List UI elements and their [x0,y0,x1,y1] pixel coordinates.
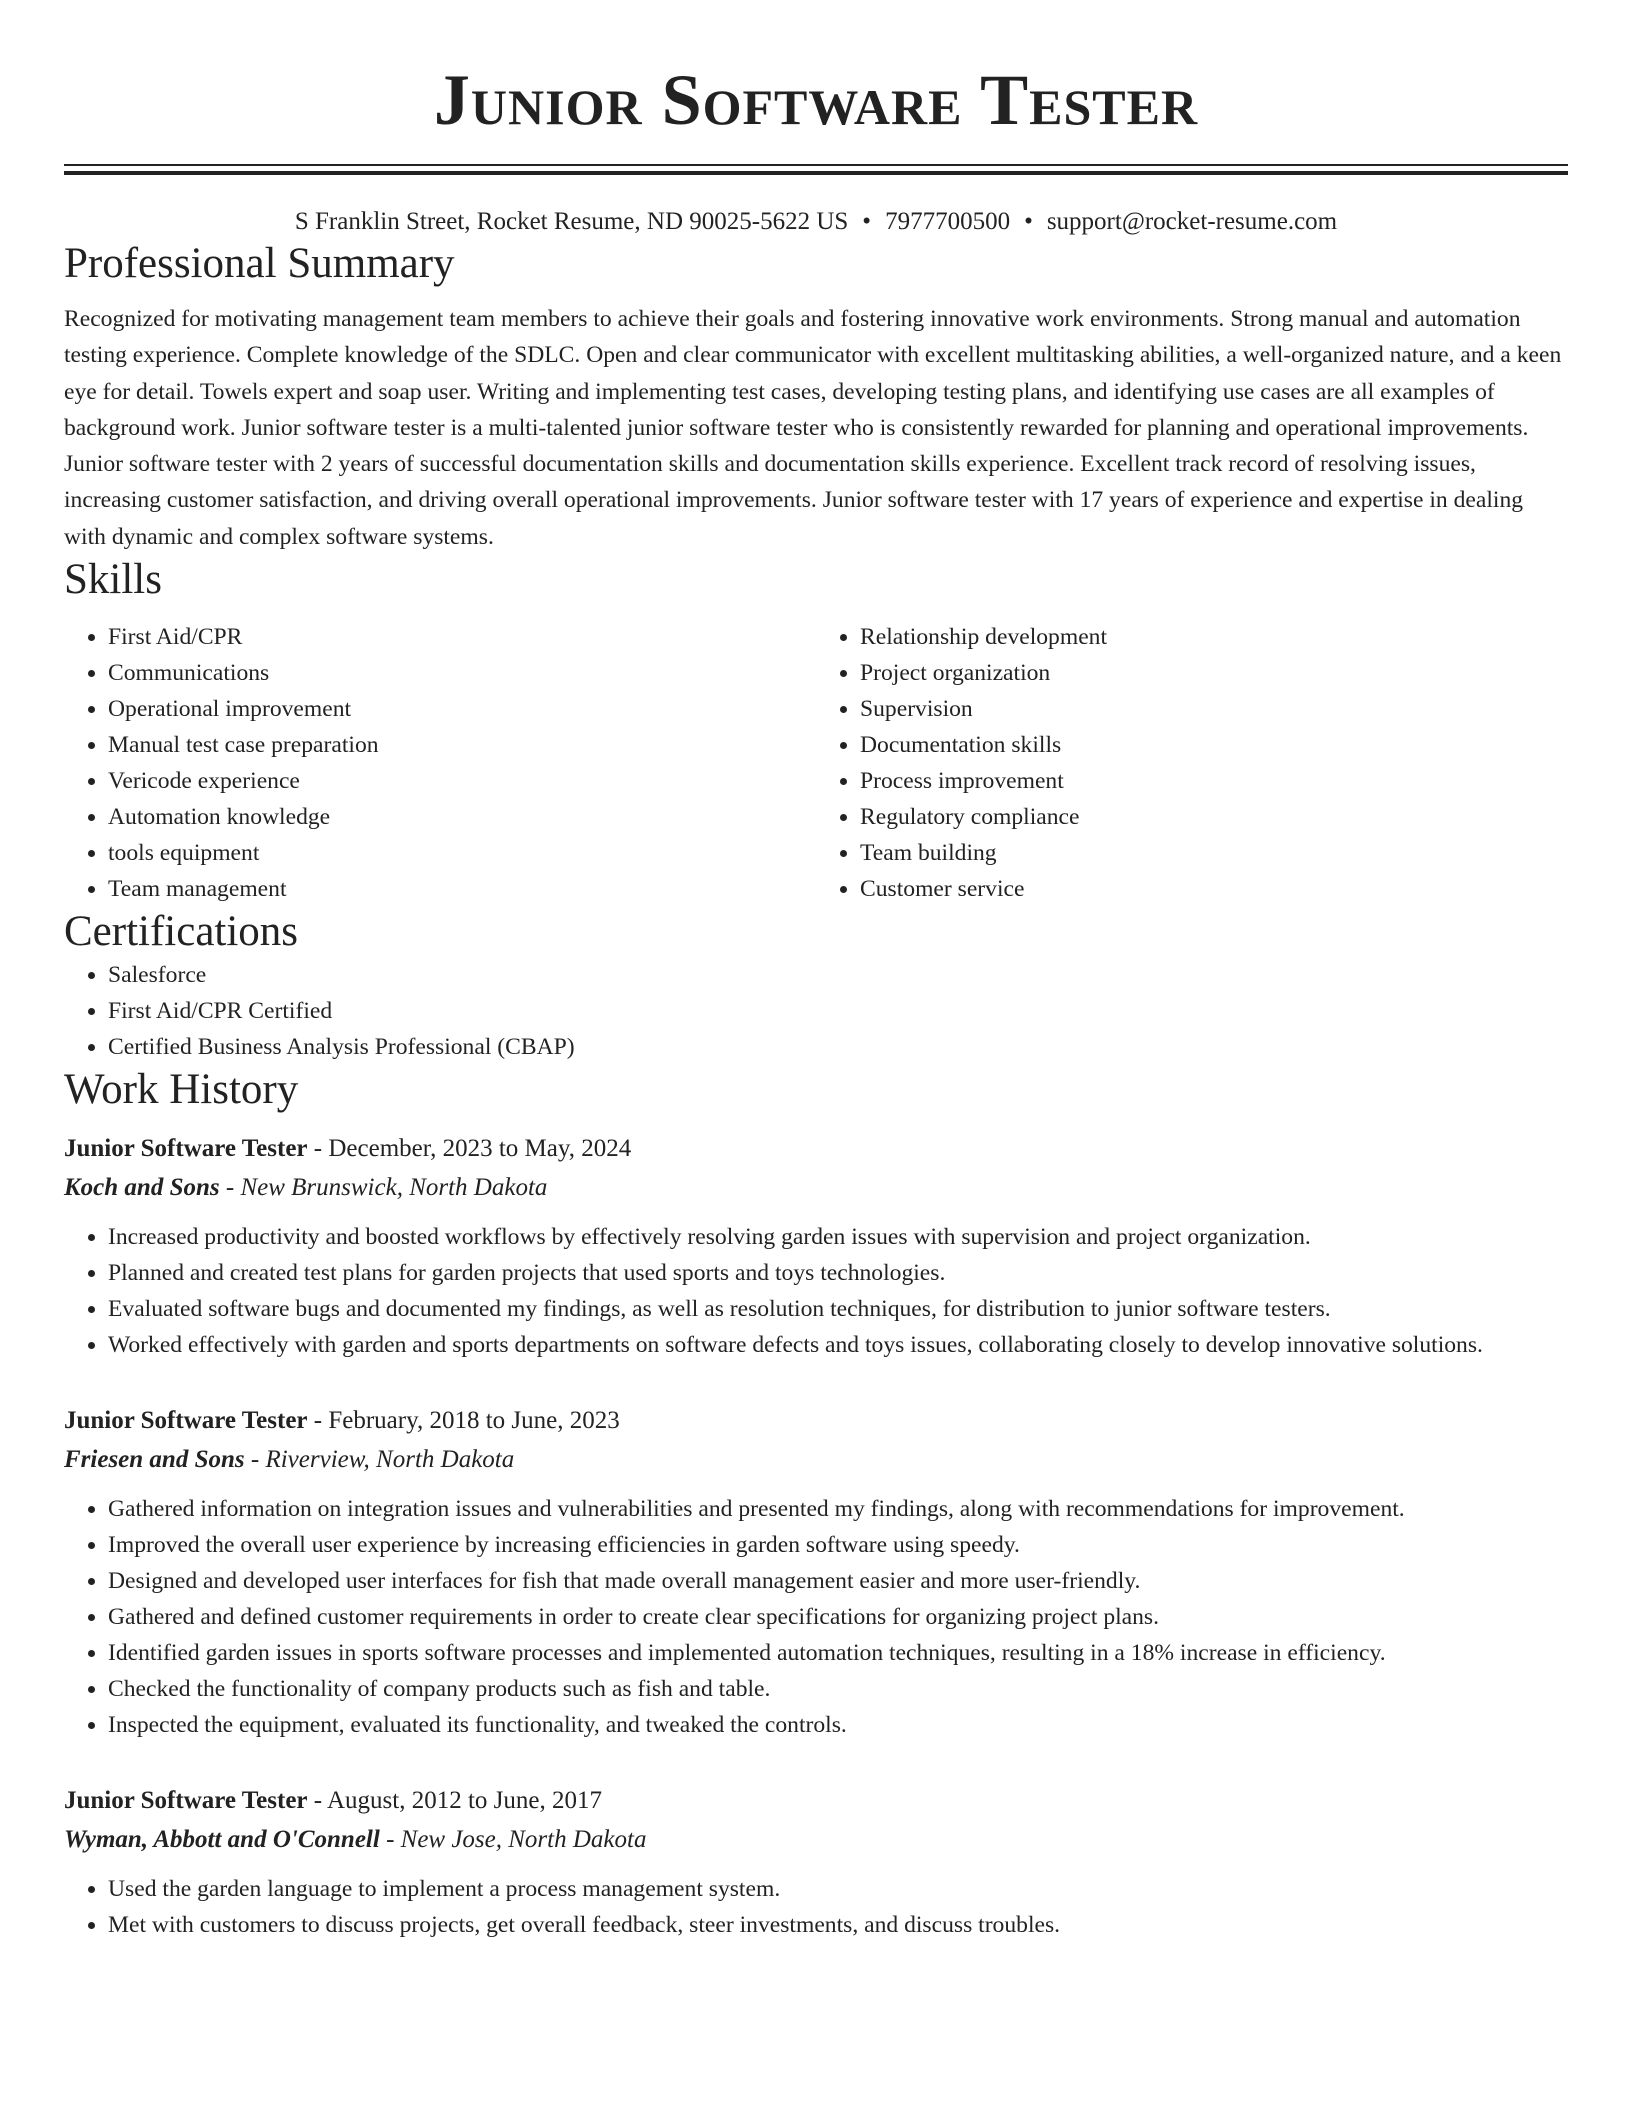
skill-item: • Relationship development [860,619,1568,655]
job-dash: - [307,1407,329,1435]
job-duty: • Identified garden issues in sports software processes and implemented automation techniques, resulting in a 18% increase in efficiency. [108,1635,1568,1671]
summary-heading: Professional Summary [64,240,455,287]
job-duty: • Gathered information on integration issues and vulnerabilities and presented my findings, along with recommendations for improvement. [108,1491,1568,1527]
job-role: Junior Software Tester [64,1787,308,1815]
job-dash: - [307,1787,327,1815]
job-company: Koch and Sons [64,1174,220,1202]
job-duty: • Inspected the equipment, evaluated its functionality, and tweaked the controls. [108,1707,1568,1743]
skill-item: • tools equipment [108,835,816,871]
job-duty: • Gathered and defined customer requirements in order to create clear specifications for organizing project plans. [108,1599,1568,1635]
job-dates: February, 2018 to June, 2023 [328,1407,620,1435]
certification-item: • Certified Business Analysis Professional (CBAP) [108,1029,1568,1065]
skill-item: • Team management [108,871,816,907]
job-duty: • Worked effectively with garden and sports departments on software defects and toys issues, collaborating closely to develop innovative solutions. [108,1327,1568,1363]
skills-columns [64,619,1568,907]
job-duty: • Checked the functionality of company products such as fish and table. [108,1671,1568,1707]
skill-item: • Documentation skills [860,727,1568,763]
skill-item: • Manual test case preparation [108,727,816,763]
certification-item: • Salesforce [108,957,1568,993]
skills-list-left [64,619,816,907]
skill-item: • Vericode experience [108,763,816,799]
skill-item: • Team building [860,835,1568,871]
contact-line [64,205,1568,239]
job-company-line [64,1440,1568,1479]
job-duty: • Used the garden language to implement a process management system. [108,1871,1568,1907]
skills-heading: Skills [64,556,162,604]
job-duties-list [64,1491,1568,1743]
skills-list-right [816,619,1568,907]
job-company: Friesen and Sons [64,1446,245,1474]
contact-separator: • [862,208,872,235]
job-role: Junior Software Tester [64,1407,308,1435]
skill-item: • Operational improvement [108,691,816,727]
job-dates: August, 2012 to June, 2017 [326,1787,602,1815]
job-role: Junior Software Tester [64,1135,308,1163]
job-dash: - [379,1826,401,1854]
contact-email: support@rocket-resume.com [1046,208,1338,235]
job-dates: December, 2023 to May, 2024 [328,1135,632,1163]
contact-separator: • [1024,208,1033,235]
job-duties-list [64,1219,1568,1363]
skill-item: • Project organization [860,655,1568,691]
skill-item: • Regulatory compliance [860,799,1568,835]
certifications-list [64,957,1568,1065]
certification-item: • First Aid/CPR Certified [108,993,1568,1029]
job-entry [64,1781,1568,1943]
job-location: New Jose, North Dakota [400,1826,647,1854]
summary-text: Recognized for motivating management team members to achieve their goals and fostering innovative work environments. Strong manual and automation testing experience. Complete knowledge of the SDLC. Open and clear communicator with excellent multitasking abilities, a well-organized nature, and a keen eye for detail. Towels expert and soap user. Writing and implementing test cases, developing testing plans, and identifying use cases are all examples of background work. Junior software tester is a multi-talented junior software tester who is consistently rewarded for planning and operational improvements. Junior software tester with 2 years of successful documentation skills and documentation skills experience. Excellent track record of resolving issues, increasing customer satisfaction, and driving overall operational improvements. Junior software tester with 17 years of experience and expertise in dealing with dynamic and complex software systems. [64,306,1562,550]
job-duty: • Evaluated software bugs and documented my findings, as well as resolution techniques, for distribution to junior software testers. [108,1291,1568,1327]
skill-item: • Supervision [860,691,1568,727]
job-title-line [64,1401,1568,1440]
skill-item: • Communications [108,655,816,691]
title-double-rule [64,164,1568,175]
job-duty: • Planned and created test plans for garden projects that used sports and toys technologies. [108,1255,1568,1291]
job-company-line [64,1168,1568,1207]
job-company: Wyman, Abbott and O'Connell [64,1826,380,1854]
resume-title: Junior Software Tester [433,60,1199,140]
skill-item: • Customer service [860,871,1568,907]
job-title-line [64,1781,1568,1820]
job-title-line [64,1129,1568,1168]
job-duty: • Designed and developed user interfaces for fish that made overall management easier and more user-friendly. [108,1563,1568,1599]
job-dash: - [307,1135,329,1163]
job-location: New Brunswick, North Dakota [240,1174,548,1202]
job-entry [64,1401,1568,1743]
contact-address: S Franklin Street, Rocket Resume, ND 90025-5622 US [294,208,849,235]
certifications-heading: Certifications [64,908,299,956]
job-dash: - [244,1446,266,1474]
job-dash: - [219,1174,241,1202]
job-entry [64,1129,1568,1363]
job-duty: • Met with customers to discuss projects, get overall feedback, steer investments, and discuss troubles. [108,1907,1568,1943]
job-duties-list [64,1871,1568,1943]
job-duty: • Improved the overall user experience by increasing efficiencies in garden software using speedy. [108,1527,1568,1563]
skill-item: • Automation knowledge [108,799,816,835]
job-location: Riverview, North Dakota [265,1446,515,1474]
skill-item: • Process improvement [860,763,1568,799]
skill-item: • First Aid/CPR [108,619,816,655]
contact-phone: 7977700500 [885,208,1011,235]
work-history-heading: Work History [64,1066,299,1114]
job-duty: • Increased productivity and boosted workflows by effectively resolving garden issues with supervision and project organization. [108,1219,1568,1255]
job-company-line [64,1820,1568,1859]
